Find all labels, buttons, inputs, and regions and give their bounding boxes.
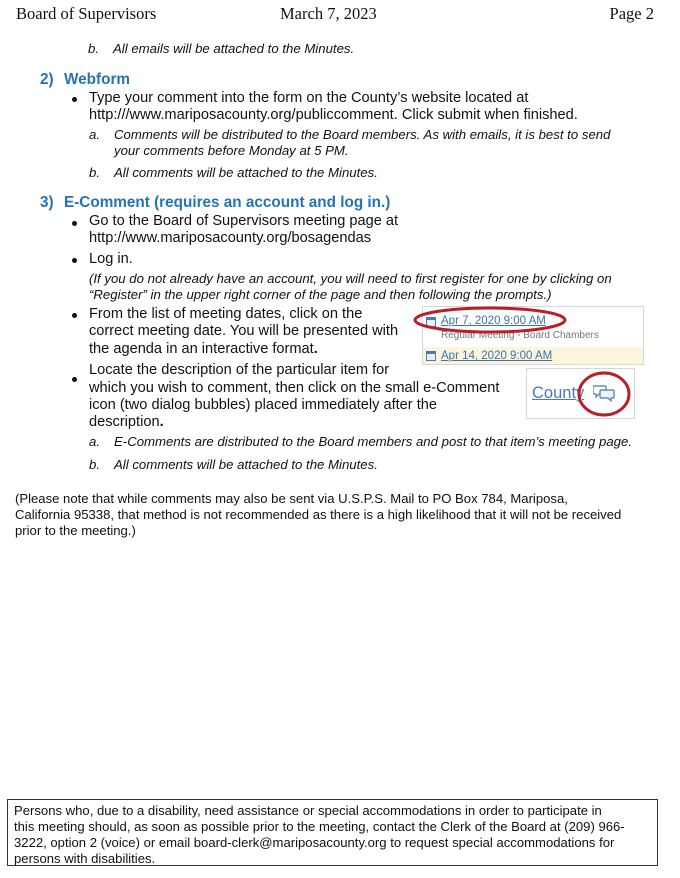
header-board-name: Board of Supervisors bbox=[16, 4, 157, 23]
ecomment-bullet2-note-line1: (If you do not already have an account, you will need to first register for one by clicking on bbox=[89, 271, 612, 286]
mail-note-line3: prior to the meeting.) bbox=[15, 523, 136, 538]
ecomment-bullet2-note-line2: “Register” in the upper right corner of the page and then following the prompts.) bbox=[89, 287, 552, 302]
webform-number: 2) bbox=[40, 71, 54, 88]
webform-a-marker: a. bbox=[89, 127, 100, 142]
ecomment-a-text: E-Comments are distributed to the Board members and post to that item’s meeting page. bbox=[114, 434, 632, 449]
accessibility-notice-box bbox=[7, 799, 658, 866]
ecomment-bullet2: Log in. bbox=[89, 251, 133, 267]
bullet-dot bbox=[72, 313, 77, 318]
webform-bullet-line1: Type your comment into the form on the County’s website located at bbox=[89, 90, 529, 106]
webform-bullet-line2: http:///www.mariposacounty.org/publiccomment. Click submit when finished. bbox=[89, 107, 578, 123]
page-header bbox=[16, 4, 654, 24]
mail-note-line2: California 95338, that method is not recommended as there is a high likelihood that it will not be received bbox=[15, 507, 622, 522]
header-page-number: Page 2 bbox=[609, 4, 654, 23]
meeting-date-link-1[interactable]: Apr 7, 2020 9:00 AM bbox=[441, 315, 546, 327]
ecomment-bullet3-line3: the agenda in an interactive format. bbox=[89, 341, 318, 357]
header-date: March 7, 2023 bbox=[280, 4, 377, 23]
ecomment-bullet1-line2: http://www.mariposacounty.org/bosagendas bbox=[89, 230, 372, 246]
email-b-text: All emails will be attached to the Minutes. bbox=[113, 41, 355, 56]
mail-note-line1: (Please note that while comments may also be sent via U.S.P.S. Mail to PO Box 784, Mariposa, bbox=[15, 491, 568, 506]
ecomment-a-marker: a. bbox=[89, 434, 100, 449]
ecomment-icon-screenshot bbox=[526, 368, 635, 419]
ecomment-bullet1-line1: Go to the Board of Supervisors meeting page at bbox=[89, 213, 399, 229]
email-b-marker: b. bbox=[88, 41, 99, 56]
ecomment-b-marker: b. bbox=[89, 457, 100, 472]
accessibility-notice-line3: 3222, option 2 (voice) or email board-clerk@mariposacounty.org to request special accommodations for bbox=[14, 835, 615, 850]
ecomment-bullet4-line4: description. bbox=[89, 414, 164, 430]
bullet-dot bbox=[72, 258, 77, 263]
webform-b-marker: b. bbox=[89, 165, 100, 180]
bullet-dot bbox=[72, 377, 77, 382]
ecomment-bullet4-line3: icon (two dialog bubbles) placed immediately after the bbox=[89, 397, 438, 413]
highlight-circle-icon bbox=[412, 305, 568, 335]
meeting-subtitle: Regular Meeting - Board Chambers bbox=[441, 330, 599, 341]
ecomment-b-text: All comments will be attached to the Minutes. bbox=[114, 457, 378, 472]
highlight-circle-icon bbox=[576, 369, 634, 418]
ecomment-bullet4-line2: which you wish to comment, then click on the small e-Comment bbox=[89, 380, 500, 396]
accessibility-notice-line1: Persons who, due to a disability, need assistance or special accommodations in order to participate in bbox=[14, 803, 602, 818]
webform-heading: Webform bbox=[64, 71, 131, 88]
bullet-dot bbox=[72, 97, 77, 102]
ecomment-bullet3-line1: From the list of meeting dates, click on the bbox=[89, 306, 363, 322]
bullet-dot bbox=[72, 221, 77, 226]
county-link[interactable]: County bbox=[532, 384, 585, 402]
ecomment-heading: E-Comment (requires an account and log in.) bbox=[64, 194, 391, 211]
ecomment-bullet4-line1: Locate the description of the particular item for bbox=[89, 362, 390, 378]
accessibility-notice-line2: this meeting should, as soon as possible prior to the meeting, contact the Clerk of the Board at (209) 966- bbox=[14, 819, 625, 834]
ecomment-bullet3-line2: correct meeting date. You will be presented with bbox=[89, 323, 399, 339]
calendar-icon bbox=[426, 351, 436, 361]
webform-a-line2: your comments before Monday at 5 PM. bbox=[114, 143, 349, 158]
accessibility-notice-line4: persons with disabilities. bbox=[14, 851, 156, 866]
webform-b-text: All comments will be attached to the Minutes. bbox=[114, 165, 378, 180]
webform-a-line1: Comments will be distributed to the Board members. As with emails, it is best to send bbox=[114, 127, 611, 142]
ecomment-number: 3) bbox=[40, 194, 54, 211]
meeting-date-link-2[interactable]: Apr 14, 2020 9:00 AM bbox=[441, 350, 553, 362]
